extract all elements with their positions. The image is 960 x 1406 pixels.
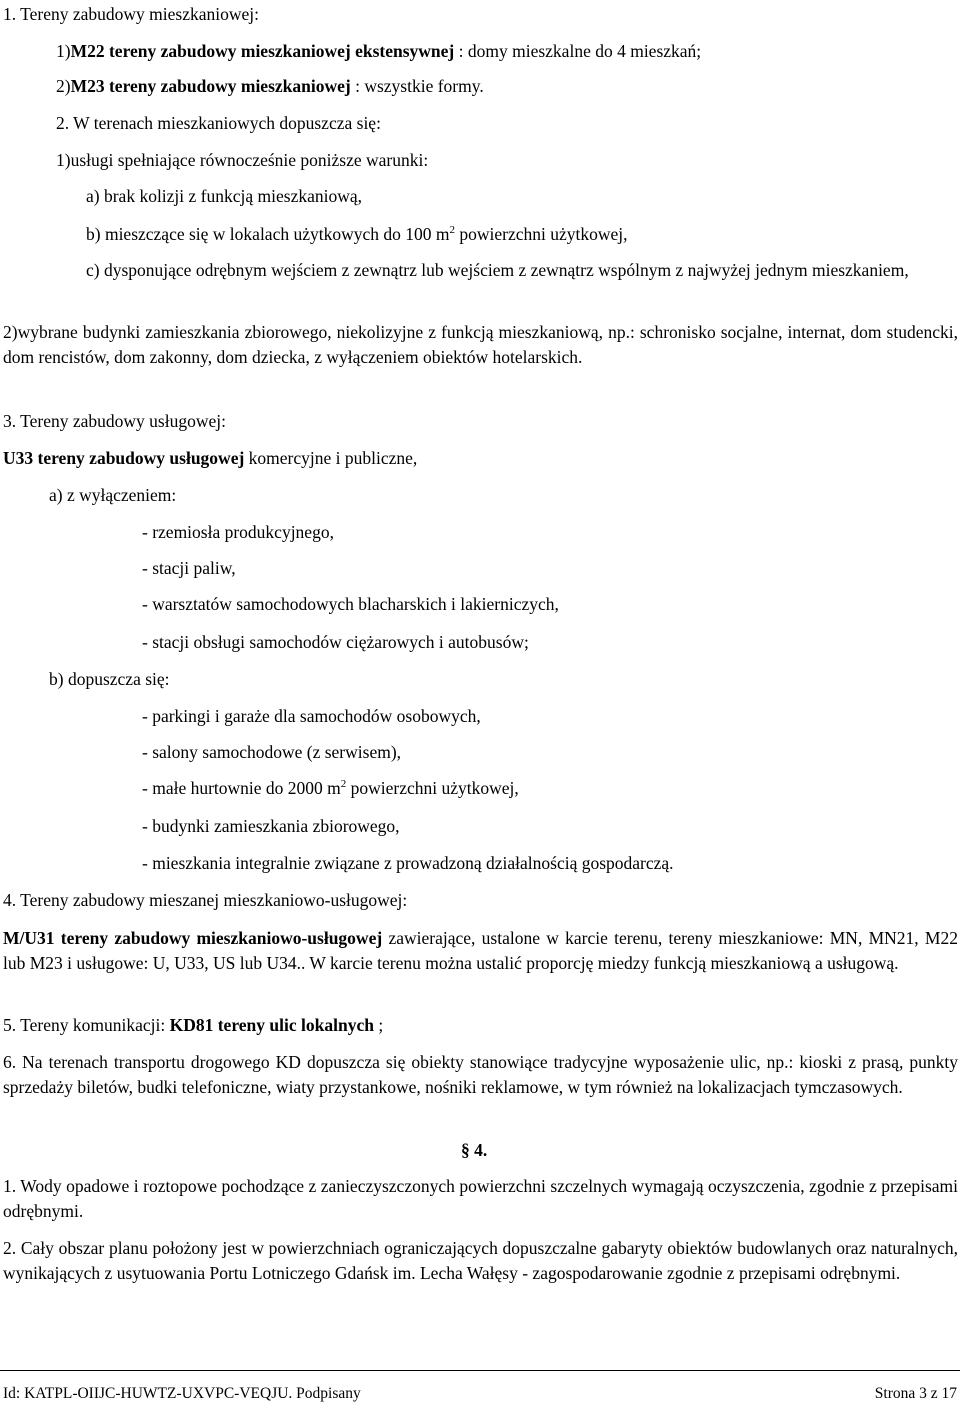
allowed-label: b) dopuszcza się: — [49, 669, 170, 689]
page-number: Strona 3 z 17 — [874, 1385, 957, 1402]
section-3-heading: 3. Tereny zabudowy usługowej: — [3, 411, 226, 431]
list-item-collective-housing: 2)wybrane budynki zamieszkania zbiorowego, niekolizyjne z funkcją mieszkaniową, np.: schronisko socjalne, internat, dom studencki, dom rencistów, dom zakonny, dom dziecka, z wyłączeniem obiektów hotelarskich. — [3, 322, 958, 367]
condition-b: b) mieszczące się w lokalach użytkowych do 100 $m^2$ powierzchni użytkowej, — [86, 224, 628, 244]
paragraph-1: 1. Wody opadowe i roztopowe pochodzące z zanieczyszczonych powierzchni szczelnych wymagają oczyszczenia, zgodnie z przepisami odrębnymi. — [3, 1176, 958, 1221]
list-item-m23: 2)M23 tereny zabudowy mieszkaniowej : wszystkie formy. — [56, 76, 484, 96]
list-item: - stacji paliw, — [142, 558, 236, 578]
condition-a: a) brak kolizji z funkcją mieszkaniową, — [86, 186, 363, 206]
list-item: - parkingi i garaże dla samochodów osobowych, — [142, 706, 481, 726]
section-1-heading: 1. Tereny zabudowy mieszkaniowej: — [3, 4, 260, 24]
list-item-m22: 1)M22 tereny zabudowy mieszkaniowej ekstensywnej : domy mieszkalne do 4 mieszkań; — [56, 41, 702, 61]
list-item: - małe hurtownie do 2000 $m^2$ powierzchni użytkowej, — [142, 778, 519, 798]
section-2-heading: 2. W terenach mieszkaniowych dopuszcza się: — [56, 113, 381, 133]
exclusions-label: a) z wyłączeniem: — [49, 485, 177, 505]
mu31-definition: M/U31 tereny zabudowy mieszkaniowo-usługowej zawierające, ustalone w karcie terenu, tereny mieszkaniowe: MN, MN21, M22 lub M23 i usługowe: U, U33, US lub U34.. W karcie terenu można ustalić proporcję miedzy funkcją mieszkaniową a usługową. — [3, 928, 958, 973]
list-item: - budynki zamieszkania zbiorowego, — [142, 816, 400, 836]
section-6-paragraph: 6. Na terenach transportu drogowego KD dopuszcza się obiekty stanowiące tradycyjne wyposażenie ulic, np.: kioski z prasą, punkty sprzedaży biletów, budki telefoniczne, wiaty przystankowe, nośniki reklamowe, w tym również na lokalizacjach tymczasowych. — [3, 1052, 958, 1097]
list-item: - salony samochodowe (z serwisem), — [142, 742, 402, 762]
condition-c: c) dysponujące odrębnym wejściem z zewnątrz lub wejściem z zewnątrz wspólnym z najwyżej jednym mieszkaniem, — [86, 260, 909, 280]
section-4-heading: 4. Tereny zabudowy mieszanej mieszkaniowo-usługowej: — [3, 890, 408, 910]
paragraph-2: 2. Cały obszar planu położony jest w powierzchniach ograniczających dopuszczalne gabaryty obiektów budowlanych oraz naturalnych, wynikających z usytuowania Portu Lotniczego Gdańsk im. Lecha Wałęsy - zagospodarowanie zgodnie z przepisami odrębnymi. — [3, 1238, 958, 1283]
list-item: - mieszkania integralnie związane z prowadzoną działalnością gospodarczą. — [142, 853, 674, 873]
section-5-heading: 5. Tereny komunikacji: KD81 tereny ulic lokalnych ; — [3, 1015, 384, 1035]
list-item: - stacji obsługi samochodów ciężarowych i autobusów; — [142, 632, 529, 652]
footer-divider — [0, 1370, 960, 1371]
list-item-services: 1)usługi spełniające równocześnie poniższe warunki: — [56, 150, 429, 170]
list-item: - warsztatów samochodowych blacharskich i lakierniczych, — [142, 594, 559, 614]
list-item: - rzemiosła produkcyjnego, — [142, 522, 334, 542]
document-id: Id: KATPL-OIIJC-HUWTZ-UXVPC-VEQJU. Podpisany — [3, 1385, 361, 1402]
u33-definition: U33 tereny zabudowy usługowej komercyjne i publiczne, — [3, 448, 418, 468]
section-mark: § 4. — [461, 1140, 488, 1160]
